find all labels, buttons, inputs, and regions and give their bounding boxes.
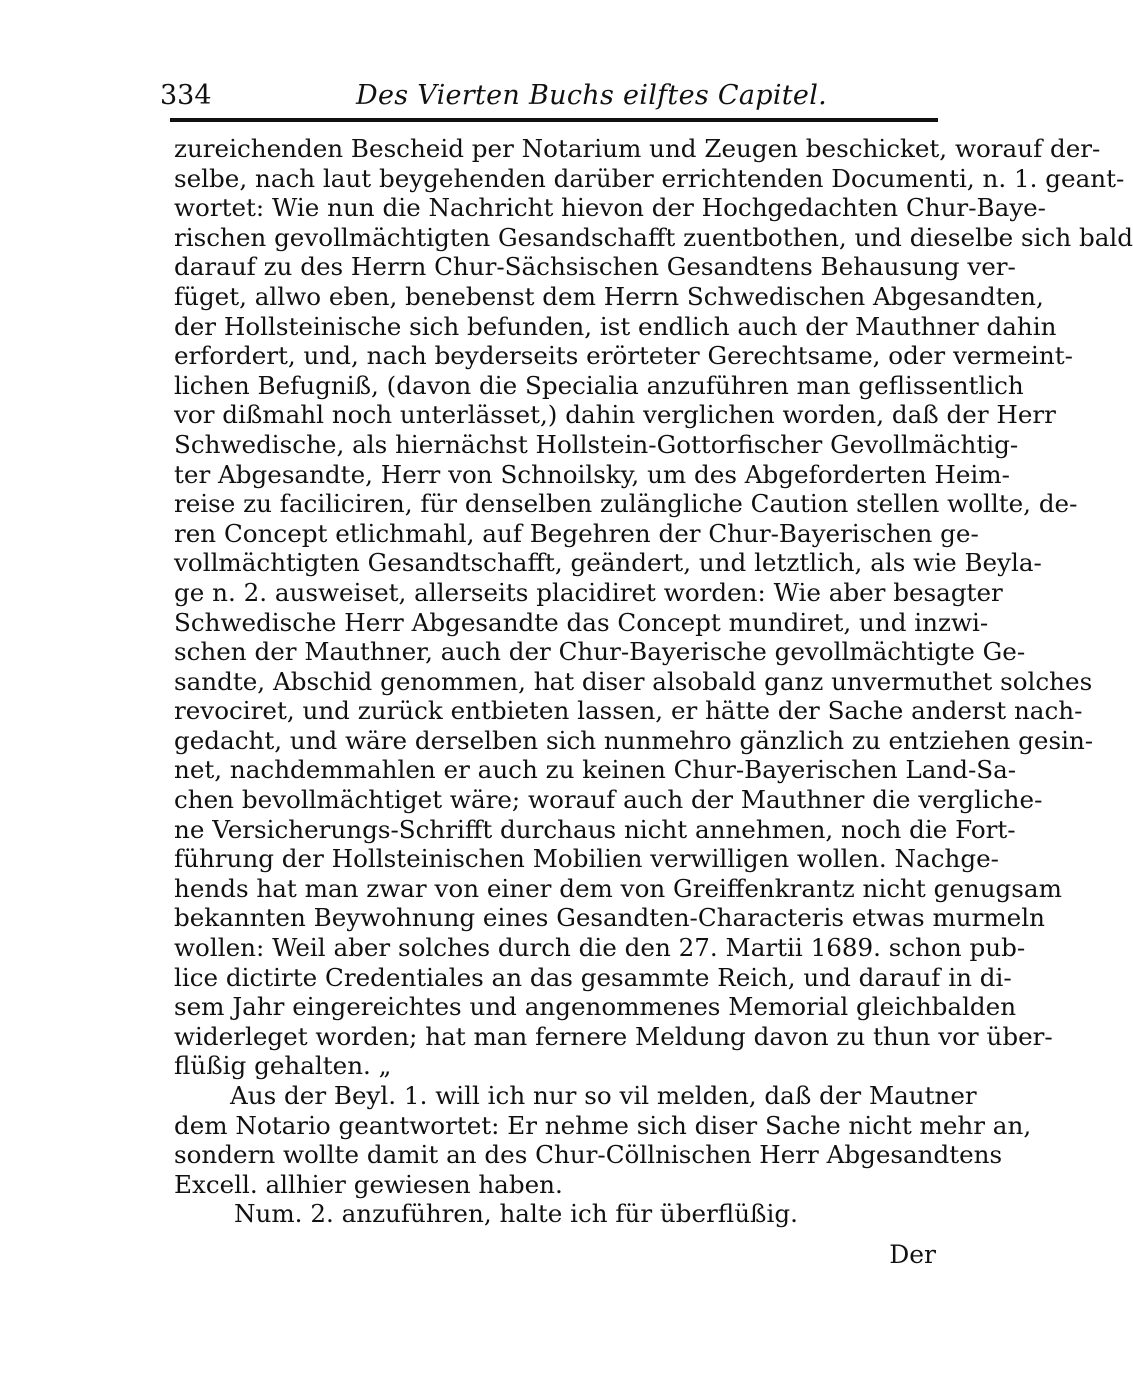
body-text [174, 134, 1133, 1229]
text-line: ge n. 2. ausweiset, allerseits placidiret worden: Wie aber besagter [174, 577, 1003, 607]
text-line: dem Notario geantwortet: Er nehme sich diser Sache nicht mehr an, [174, 1110, 1032, 1140]
text-line: ren Concept etlichmahl, auf Begehren der Chur-Bayerischen ge- [174, 518, 979, 548]
text-line: hends hat man zwar von einer dem von Greiffenkrantz nicht genugsam [174, 873, 1062, 903]
text-line: widerleget worden; hat man fernere Meldung davon zu thun vor über- [174, 1021, 1053, 1051]
header-rule [170, 118, 938, 122]
text-line: lichen Befugniß, (davon die Specialia anzuführen man geflissentlich [174, 370, 1024, 400]
text-line: Aus der Beyl. 1. will ich nur so vil melden, daß der Mautner [230, 1081, 977, 1110]
text-line: wollen: Weil aber solches durch die den 27. Martii 1689. schon pub- [174, 933, 1026, 963]
running-head: Des Vierten Buchs eilftes Capitel. [356, 80, 828, 111]
text-line: vor dißmahl noch unterlässet,) dahin verglichen worden, daß der Herr [174, 400, 1056, 430]
text-line: wortet: Wie nun die Nachricht hievon der Hochgedachten Chur-Baye- [174, 193, 1046, 223]
text-line: zureichenden Bescheid per Notarium und Zeugen beschicket, worauf der- [174, 134, 1101, 163]
text-line: lice dictirte Credentiales an das gesammte Reich, und darauf in di- [174, 962, 1012, 992]
text-line: darauf zu des Herrn Chur-Sächsischen Gesandtens Behausung ver- [174, 252, 1016, 282]
text-line: reise zu faciliciren, für denselben zulängliche Caution stellen wollte, de- [174, 489, 1078, 519]
text-line: flüßig gehalten. „ [174, 1051, 392, 1081]
text-line: Schwedische, als hiernächst Hollstein-Gottorfischer Gevollmächtig- [174, 429, 1019, 459]
catchword: Der [889, 1240, 936, 1269]
text-line: ne Versicherungs-Schrifft durchaus nicht annehmen, noch die Fort- [174, 814, 1016, 844]
text-line: sondern wollte damit an des Chur-Cöllnischen Herr Abgesandtens [174, 1140, 1003, 1170]
text-line: selbe, nach laut beygehenden darüber errichtenden Documenti, n. 1. geant- [174, 163, 1125, 193]
text-line: rischen gevollmächtigten Gesandschafft zuentbothen, und dieselbe sich bald [174, 222, 1133, 252]
text-line: revociret, und zurück entbieten lassen, er hätte der Sache anderst nach- [174, 696, 1083, 726]
page-header [160, 78, 940, 114]
text-line: gedacht, und wäre derselben sich nunmehro gänzlich zu entziehen gesin- [174, 725, 1094, 755]
text-line: sem Jahr eingereichtes und angenommenes Memorial gleichbalden [174, 992, 1017, 1022]
text-line: erfordert, und, nach beyderseits erörteter Gerechtsame, oder vermeint- [174, 341, 1073, 371]
text-line: chen bevollmächtiget wäre; worauf auch der Mauthner die vergliche- [174, 785, 1043, 815]
text-line: sandte, Abschid genommen, hat diser alsobald ganz unvermuthet solches [174, 666, 1093, 696]
text-line: vollmächtigten Gesandtschafft, geändert, und letztlich, als wie Beyla- [174, 548, 1042, 578]
text-line: net, nachdemmahlen er auch zu keinen Chur-Bayerischen Land-Sa- [174, 755, 1017, 785]
text-line: ter Abgesandte, Herr von Schnoilsky, um des Abgeforderten Heim- [174, 459, 1010, 489]
text-line: der Hollsteinische sich befunden, ist endlich auch der Mauthner dahin [174, 311, 1057, 341]
text-line: füget, allwo eben, benebenst dem Herrn Schwedischen Abgesandten, [174, 281, 1044, 311]
text-line: Num. 2. anzuführen, halte ich für überflüßig. [234, 1199, 798, 1229]
page-number: 334 [160, 80, 212, 111]
text-line: bekannten Beywohnung eines Gesandten-Characteris etwas murmeln [174, 903, 1045, 933]
text-line: schen der Mauthner, auch der Chur-Bayerische gevollmächtigte Ge- [174, 637, 1026, 667]
text-line: Excell. allhier gewiesen haben. [174, 1169, 563, 1199]
text-line: Schwedische Herr Abgesandte das Concept mundiret, und inzwi- [174, 607, 989, 637]
text-line: führung der Hollsteinischen Mobilien verwilligen wollen. Nachge- [174, 844, 999, 874]
